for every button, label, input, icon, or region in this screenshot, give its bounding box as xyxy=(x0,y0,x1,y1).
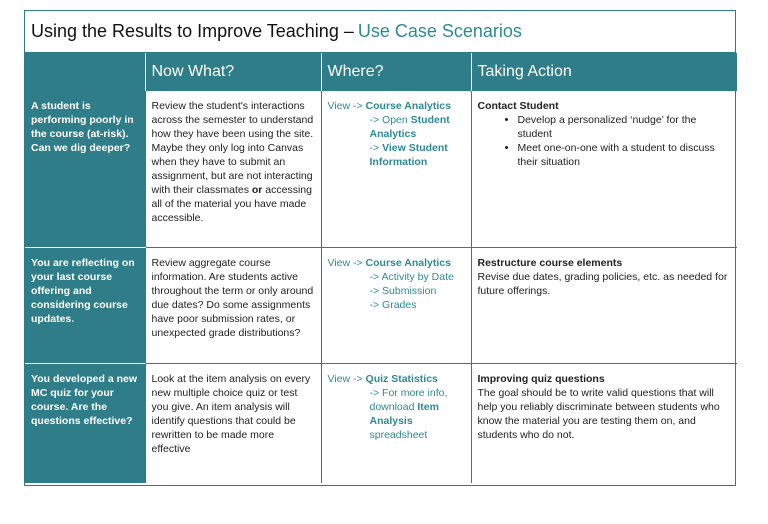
scenario-cell: You are reflecting on your last course offering and considering course updates. xyxy=(25,247,145,363)
title-main: Using the Results to Improve Teaching – xyxy=(31,21,354,41)
action-cell xyxy=(471,247,737,363)
where-tail: spreadsheet xyxy=(369,428,428,441)
header-where: Where? xyxy=(321,53,471,91)
view-student-information-link[interactable]: View Student Information xyxy=(369,142,448,168)
submission-link[interactable]: -> Submission xyxy=(369,284,437,297)
now-what-cell: Review aggregate course information. Are students active throughout the term or only around due dates? Do some assignments have poor submission rates, or unexpected grade distributions? xyxy=(145,247,321,363)
action-cell xyxy=(471,363,737,483)
item-analysis-link[interactable]: Item Analysis xyxy=(369,400,439,427)
action-title: Improving quiz questions xyxy=(477,372,605,385)
scenario-cell: You developed a new MC quiz for your course. Are the questions effective? xyxy=(25,363,145,483)
where-cell xyxy=(321,247,471,363)
course-analytics-link[interactable]: Course Analytics xyxy=(365,256,451,269)
action-cell xyxy=(471,91,737,247)
where-view: View -> xyxy=(327,100,363,112)
now-what-bold: or xyxy=(251,184,263,196)
header-taking-action: Taking Action xyxy=(471,53,737,91)
where-arrow: -> xyxy=(369,142,380,154)
action-bullets xyxy=(478,113,732,169)
action-text: Revise due dates, grading policies, etc. as needed for future offerings. xyxy=(477,270,728,297)
action-title: Restructure course elements xyxy=(477,256,623,269)
action-text: The goal should be to write valid questions that will help you reliably discriminate between students who know the material you are testing them on, and students who do not. xyxy=(477,386,720,441)
table-row xyxy=(25,363,737,483)
activity-by-date-link[interactable]: -> Activity by Date xyxy=(369,270,454,283)
title-accent: Use Case Scenarios xyxy=(357,21,522,41)
now-what-cell xyxy=(145,91,321,247)
header-scenario xyxy=(25,53,145,91)
now-what-text-end: accessing all of the material you have made accessible. xyxy=(151,184,312,224)
now-what-text: Review the student's interactions across the semester to understand how they have been using the site. Maybe they only log into Canvas when they have to submit an assignment, but are not interacting with their classmates xyxy=(151,100,314,196)
scenario-table xyxy=(25,53,737,483)
table-row xyxy=(25,91,737,247)
header-now-what: Now What? xyxy=(145,53,321,91)
where-arrow: -> Open xyxy=(369,114,408,126)
list-item: • Develop a personalized ‘nudge’ for the student xyxy=(518,113,732,141)
scenario-cell: A student is performing poorly in the course (at-risk). Can we dig deeper? xyxy=(25,91,145,247)
slide-title xyxy=(25,11,735,53)
quiz-statistics-link[interactable]: Quiz Statistics xyxy=(365,372,438,385)
where-cell xyxy=(321,363,471,483)
where-cell xyxy=(321,91,471,247)
where-arrow: -> For more info, download xyxy=(369,386,448,413)
list-item: • Meet one-on-one with a student to discuss their situation xyxy=(518,141,732,169)
action-title: Contact Student xyxy=(477,100,559,112)
where-view: View -> xyxy=(327,372,363,385)
student-analytics-link[interactable]: Student Analytics xyxy=(369,114,450,140)
header-row xyxy=(25,53,737,91)
where-view: View -> xyxy=(327,256,363,269)
slide xyxy=(24,10,736,486)
table-row xyxy=(25,247,737,363)
now-what-cell: Look at the item analysis on every new multiple choice quiz or test you give. An item analysis will identify questions that could be rewritten to be made more effective xyxy=(145,363,321,483)
grades-link[interactable]: -> Grades xyxy=(369,298,417,311)
course-analytics-link[interactable]: Course Analytics xyxy=(365,100,451,112)
